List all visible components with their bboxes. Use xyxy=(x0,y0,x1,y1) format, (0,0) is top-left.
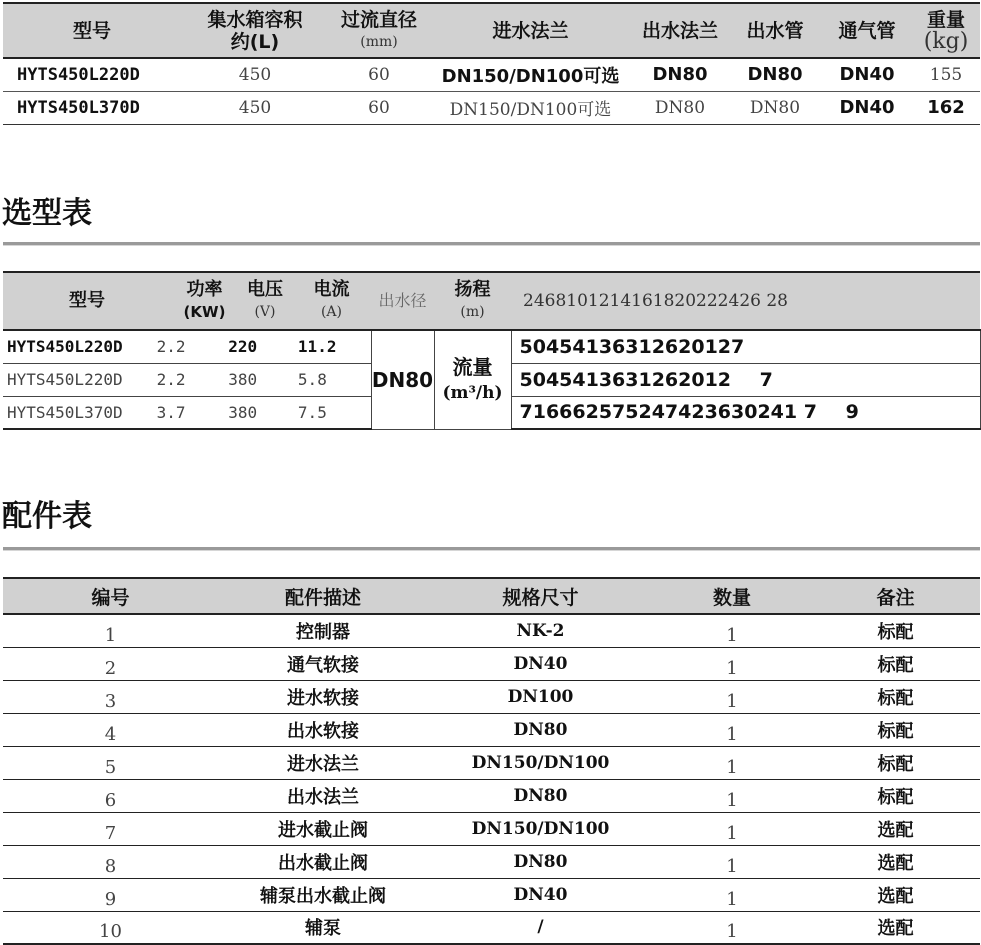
selection-cell-flow xyxy=(434,330,511,429)
spec-header-inlet-flange: 进水法兰 xyxy=(429,3,632,58)
parts-cell-note: 标配 xyxy=(811,647,980,680)
parts-cell-qty: 1 xyxy=(653,614,811,647)
selection-flow-tail: 9 xyxy=(845,401,859,424)
parts-cell-note: 标配 xyxy=(811,713,980,746)
spec-cell-outlet-flange: DN80 xyxy=(632,91,728,124)
selection-cell-power: 2.2 xyxy=(156,370,186,389)
parts-cell-desc: 出水软接 xyxy=(218,713,428,746)
selection-flow-unit: (m³/h) xyxy=(442,382,503,403)
parts-cell-qty: 1 xyxy=(653,647,811,680)
selection-cell-flow-values xyxy=(511,330,980,363)
selection-cell-power: 2.2 xyxy=(156,337,186,357)
spec-cell-weight: 162 xyxy=(912,91,980,124)
spec-header-outlet-pipe: 出水管 xyxy=(728,3,822,58)
parts-cell-no: 6 xyxy=(3,779,218,812)
parts-row xyxy=(3,680,980,713)
selection-cell-power: 3.7 xyxy=(156,402,186,422)
spec-header-outlet-flange: 出水法兰 xyxy=(632,3,728,58)
selection-header-power-unit: (KW) xyxy=(183,303,226,321)
spec-cell-outlet-pipe: DN80 xyxy=(728,58,822,91)
selection-header-head-values: 2468101214161820222426 28 xyxy=(511,272,980,330)
parts-cell-note: 标配 xyxy=(811,779,980,812)
selection-header-left xyxy=(3,272,371,330)
parts-row xyxy=(3,878,980,911)
parts-header-row xyxy=(3,578,980,614)
parts-cell-no: 2 xyxy=(3,647,218,680)
selection-header-current-unit: (A) xyxy=(320,304,343,320)
parts-cell-no: 7 xyxy=(3,812,218,845)
selection-cell-voltage: 380 xyxy=(228,402,258,422)
parts-section-title: 配件表 xyxy=(2,499,92,534)
selection-cell-current: 7.5 xyxy=(297,402,327,422)
parts-cell-desc: 进水法兰 xyxy=(218,746,428,779)
parts-cell-spec: DN40 xyxy=(428,878,653,911)
selection-cell-flow-values xyxy=(511,396,980,429)
spec-header-diameter xyxy=(329,3,429,58)
parts-cell-spec: DN80 xyxy=(428,779,653,812)
selection-cell-voltage: 220 xyxy=(228,337,258,357)
spec-cell-inlet-flange: DN150/DN100可选 xyxy=(429,58,632,91)
parts-cell-note: 标配 xyxy=(811,746,980,779)
parts-cell-desc: 控制器 xyxy=(218,614,428,647)
selection-header-current xyxy=(292,279,371,323)
selection-header-outlet-diameter-label: 出水径 xyxy=(378,291,427,310)
parts-cell-qty: 1 xyxy=(653,845,811,878)
parts-cell-qty: 1 xyxy=(653,878,811,911)
selection-header-voltage-label: 电压 xyxy=(247,279,283,300)
spec-header-model: 型号 xyxy=(3,3,181,58)
parts-row xyxy=(3,845,980,878)
selection-flow-values: 5045413631262012 xyxy=(519,368,732,391)
spec-cell-vent-pipe: DN40 xyxy=(822,58,912,91)
selection-cell-outlet: DN80 xyxy=(371,330,434,429)
parts-cell-desc: 辅泵出水截止阀 xyxy=(218,878,428,911)
parts-row xyxy=(3,779,980,812)
parts-cell-qty: 1 xyxy=(653,779,811,812)
parts-cell-qty: 1 xyxy=(653,680,811,713)
spec-cell-model: HYTS450L370D xyxy=(3,91,181,124)
selection-header-power-label: 功率 xyxy=(186,279,223,300)
spec-cell-capacity: 450 xyxy=(181,58,329,91)
parts-cell-note: 选配 xyxy=(811,911,980,944)
spec-header-row xyxy=(3,3,980,58)
spec-header-vent-pipe: 通气管 xyxy=(822,3,912,58)
parts-cell-no: 5 xyxy=(3,746,218,779)
parts-row xyxy=(3,911,980,944)
parts-cell-no: 9 xyxy=(3,878,218,911)
parts-cell-note: 标配 xyxy=(811,614,980,647)
parts-cell-note: 选配 xyxy=(811,878,980,911)
selection-header-voltage xyxy=(238,279,292,323)
parts-cell-spec: NK-2 xyxy=(428,614,653,647)
selection-header-outlet-diameter xyxy=(371,272,434,330)
parts-cell-qty: 1 xyxy=(653,911,811,944)
parts-cell-no: 1 xyxy=(3,614,218,647)
parts-cell-desc: 出水截止阀 xyxy=(218,845,428,878)
spec-row xyxy=(3,91,980,124)
parts-cell-spec: DN150/DN100 xyxy=(428,746,653,779)
spec-cell-outlet-pipe: DN80 xyxy=(728,91,822,124)
selection-header-current-label: 电流 xyxy=(313,279,350,300)
selection-cell-flow-values xyxy=(511,363,980,396)
selection-cell-model: HYTS450L370D xyxy=(7,402,123,422)
parts-header-note: 备注 xyxy=(811,578,980,614)
parts-body xyxy=(3,614,980,944)
parts-cell-spec: DN80 xyxy=(428,713,653,746)
selection-cell-voltage: 380 xyxy=(228,370,258,389)
parts-cell-spec: DN40 xyxy=(428,647,653,680)
spec-header-weight xyxy=(912,3,980,58)
selection-flow-label: 流量 xyxy=(452,354,493,379)
parts-cell-spec: DN80 xyxy=(428,845,653,878)
spec-header-capacity-unit: 约(L) xyxy=(230,30,280,53)
parts-cell-spec: DN100 xyxy=(428,680,653,713)
parts-cell-qty: 1 xyxy=(653,746,811,779)
parts-row xyxy=(3,647,980,680)
parts-cell-desc: 辅泵 xyxy=(218,911,428,944)
selection-cell-current: 5.8 xyxy=(297,370,327,389)
parts-cell-spec: DN150/DN100 xyxy=(428,812,653,845)
parts-cell-spec: / xyxy=(428,911,653,944)
parts-cell-note: 标配 xyxy=(811,680,980,713)
selection-table xyxy=(3,271,981,430)
parts-cell-qty: 1 xyxy=(653,713,811,746)
spec-cell-vent-pipe: DN40 xyxy=(822,91,912,124)
selection-header-head xyxy=(434,272,511,330)
spec-row xyxy=(3,58,980,91)
parts-header-qty: 数量 xyxy=(653,578,811,614)
spec-header-capacity-label: 集水箱容积 xyxy=(207,8,303,31)
spec-cell-outlet-flange: DN80 xyxy=(632,58,728,91)
selection-flow-tail: 7 xyxy=(759,368,773,391)
parts-cell-note: 选配 xyxy=(811,845,980,878)
parts-cell-desc: 进水软接 xyxy=(218,680,428,713)
parts-cell-qty: 1 xyxy=(653,812,811,845)
parts-row xyxy=(3,746,980,779)
selection-section-title: 选型表 xyxy=(2,196,92,231)
selection-header-power xyxy=(171,279,238,323)
spec-header-capacity xyxy=(181,3,329,58)
parts-row xyxy=(3,812,980,845)
parts-cell-no: 8 xyxy=(3,845,218,878)
selection-row-info xyxy=(3,396,371,429)
selection-row-info xyxy=(3,363,371,396)
parts-cell-desc: 出水法兰 xyxy=(218,779,428,812)
spec-header-weight-unit: (kg) xyxy=(923,28,969,54)
parts-row xyxy=(3,713,980,746)
parts-header-no: 编号 xyxy=(3,578,218,614)
spec-header-weight-label: 重量 xyxy=(926,8,965,31)
parts-cell-note: 选配 xyxy=(811,812,980,845)
selection-section-divider xyxy=(3,242,980,246)
parts-cell-desc: 通气软接 xyxy=(218,647,428,680)
parts-header-desc: 配件描述 xyxy=(218,578,428,614)
selection-row xyxy=(3,330,980,363)
spec-cell-model: HYTS450L220D xyxy=(3,58,181,91)
spec-header-diameter-label: 过流直径 xyxy=(340,8,417,31)
selection-header-model: 型号 xyxy=(69,290,105,311)
parts-row xyxy=(3,614,980,647)
selection-cell-current: 11.2 xyxy=(297,337,337,357)
parts-cell-no: 4 xyxy=(3,713,218,746)
spec-cell-diameter: 60 xyxy=(329,58,429,91)
selection-header-head-unit: (m) xyxy=(460,304,485,320)
spec-cell-diameter: 60 xyxy=(329,91,429,124)
selection-header-voltage-unit: (V) xyxy=(254,304,276,320)
parts-section-divider xyxy=(3,547,980,551)
selection-cell-model: HYTS450L220D xyxy=(7,337,123,357)
spec-cell-weight: 155 xyxy=(912,58,980,91)
parts-cell-no: 3 xyxy=(3,680,218,713)
parts-header-spec: 规格尺寸 xyxy=(428,578,653,614)
selection-cell-model: HYTS450L220D xyxy=(7,370,123,389)
spec-cell-inlet-flange: DN150/DN100可选 xyxy=(429,91,632,124)
parts-cell-desc: 进水截止阀 xyxy=(218,812,428,845)
selection-row-info xyxy=(3,330,371,363)
spec-header-diameter-unit: (mm) xyxy=(360,33,398,50)
selection-header-head-label: 扬程 xyxy=(454,279,491,300)
spec-cell-capacity: 450 xyxy=(181,91,329,124)
model-spec-table xyxy=(3,2,980,125)
selection-flow-values: 50454136312620127 xyxy=(519,335,745,358)
parts-table xyxy=(3,577,980,945)
selection-flow-values: 716662575247423630241 7 xyxy=(519,401,817,424)
selection-header-row xyxy=(3,272,980,330)
parts-cell-no: 10 xyxy=(3,911,218,944)
